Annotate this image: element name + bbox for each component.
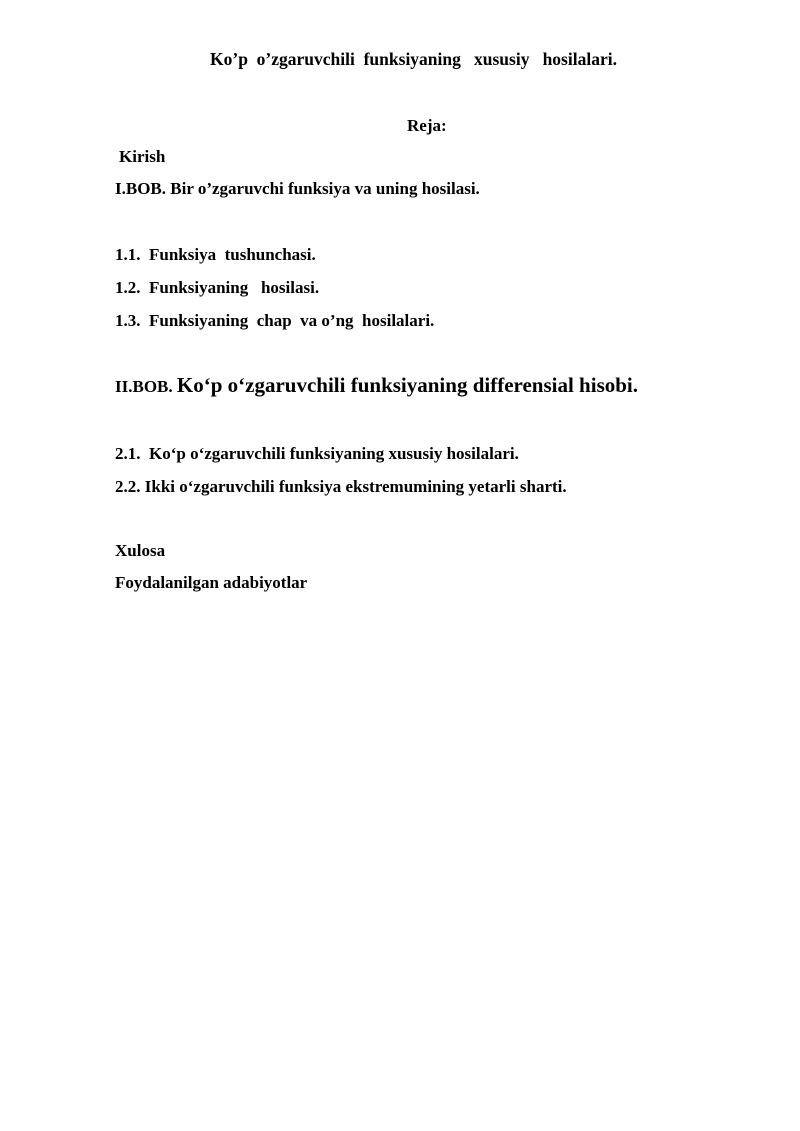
document-title: Ko’p o’zgaruvchili funksiyaning xususiy hosilalari. [210, 49, 617, 69]
toc-section-1-3: 1.3. Funksiyaning chap va o’ng hosilalari. [115, 311, 435, 330]
toc-chapter-2-prefix: II.BOB. [115, 377, 177, 396]
plan-heading: Reja: [407, 116, 447, 135]
toc-conclusion: Xulosa [115, 541, 166, 560]
toc-section-1-2: 1.2. Funksiyaning hosilasi. [115, 278, 320, 297]
toc-section-2-1: 2.1. Ko‘p o‘zgaruvchili funksiyaning xususiy hosilalari. [115, 444, 519, 463]
toc-chapter-1: I.BOB. Bir o’zgaruvchi funksiya va uning hosilasi. [115, 179, 480, 198]
toc-chapter-2-title: Ko‘p o‘zgaruvchili funksiyaning differensial hisobi. [176, 373, 638, 397]
toc-chapter-2 [115, 373, 638, 399]
toc-references: Foydalanilgan adabiyotlar [115, 573, 308, 592]
toc-intro: Kirish [119, 147, 166, 166]
toc-section-2-2: 2.2. Ikki o‘zgaruvchili funksiya ekstremumining yetarli sharti. [115, 477, 567, 496]
toc-section-1-1: 1.1. Funksiya tushunchasi. [115, 245, 316, 264]
